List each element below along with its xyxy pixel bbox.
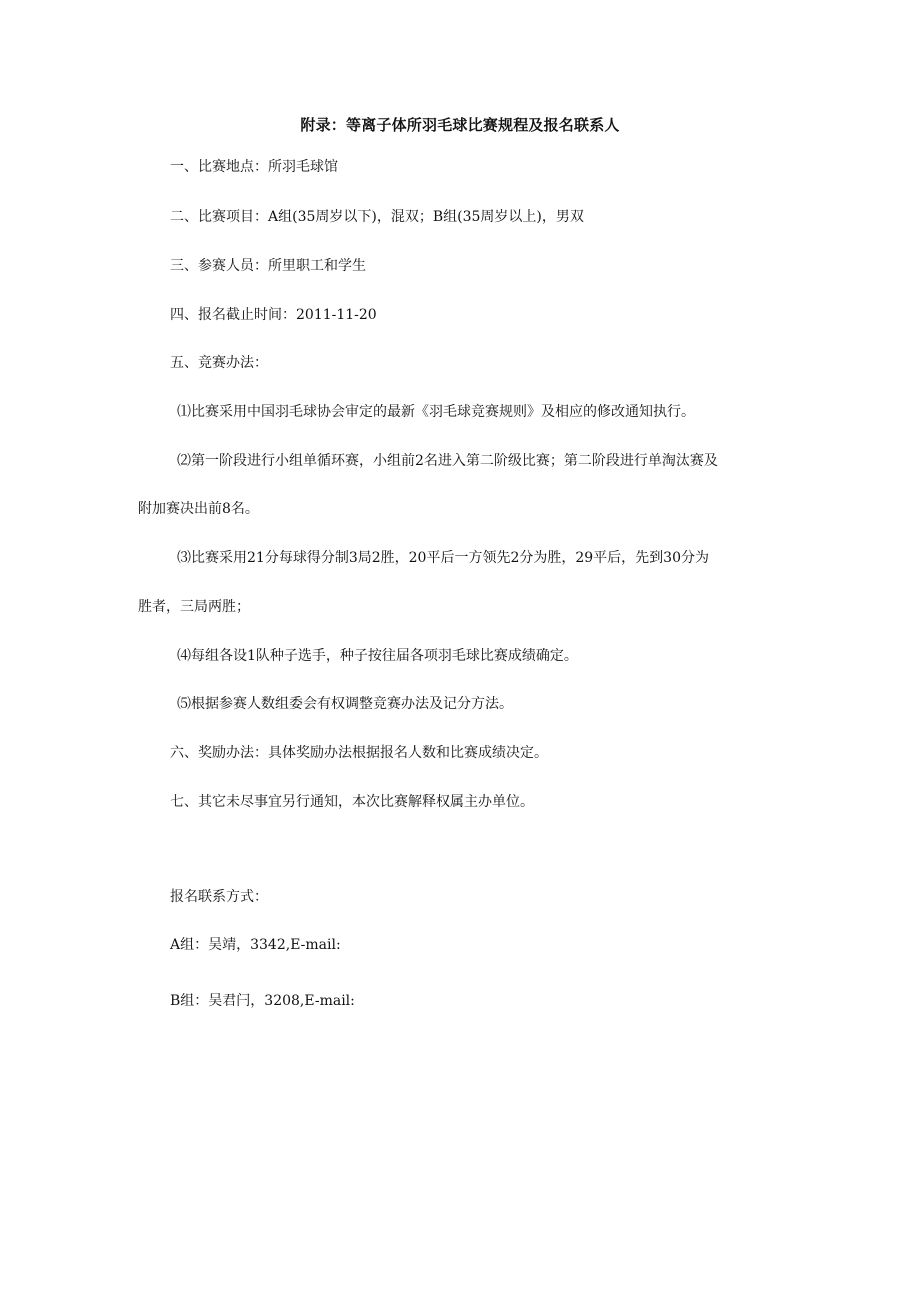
item-venue: 一、比赛地点：所羽毛球馆 [170,159,338,175]
rule-4: ⑷每组各设1队种子选手，种子按往届各项羽毛球比赛成绩确定。 [177,648,578,664]
rule-2-line-2: 附加赛决出前8名。 [138,501,259,517]
item-competition-method: 五、竞赛办法： [170,355,268,371]
item-deadline: 四、报名截止时间：2011-11-20 [170,307,377,323]
rule-2-line-1: ⑵第一阶段进行小组单循环赛，小组前2名进入第二阶级比赛；第二阶段进行单淘汰赛及 [177,453,718,469]
rule-5: ⑸根据参赛人数组委会有权调整竞赛办法及记分方法。 [177,696,513,712]
rule-3-line-1: ⑶比赛采用21分每球得分制3局2胜，20平后一方领先2分为胜，29平后，先到30分为 [177,550,709,566]
item-participants: 三、参赛人员：所里职工和学生 [170,258,366,274]
document-title: 附录：等离子体所羽毛球比赛规程及报名联系人 [300,116,620,134]
contact-group-b: B组：吴君闩，3208,E-mail: [170,993,355,1009]
item-awards: 六、奖励办法：具体奖励办法根据报名人数和比赛成绩决定。 [170,745,548,761]
item-other: 七、其它未尽事宜另行通知，本次比赛解释权属主办单位。 [170,794,534,810]
contact-heading: 报名联系方式： [170,889,268,905]
rule-1: ⑴比赛采用中国羽毛球协会审定的最新《羽毛球竞赛规则》及相应的修改通知执行。 [177,404,695,420]
item-events: 二、比赛项目：A组(35周岁以下)，混双；B组(35周岁以上)，男双 [170,209,584,225]
rule-3-line-2: 胜者，三局两胜； [138,599,250,615]
contact-group-a: A组：吴靖，3342,E-mail: [170,937,341,953]
